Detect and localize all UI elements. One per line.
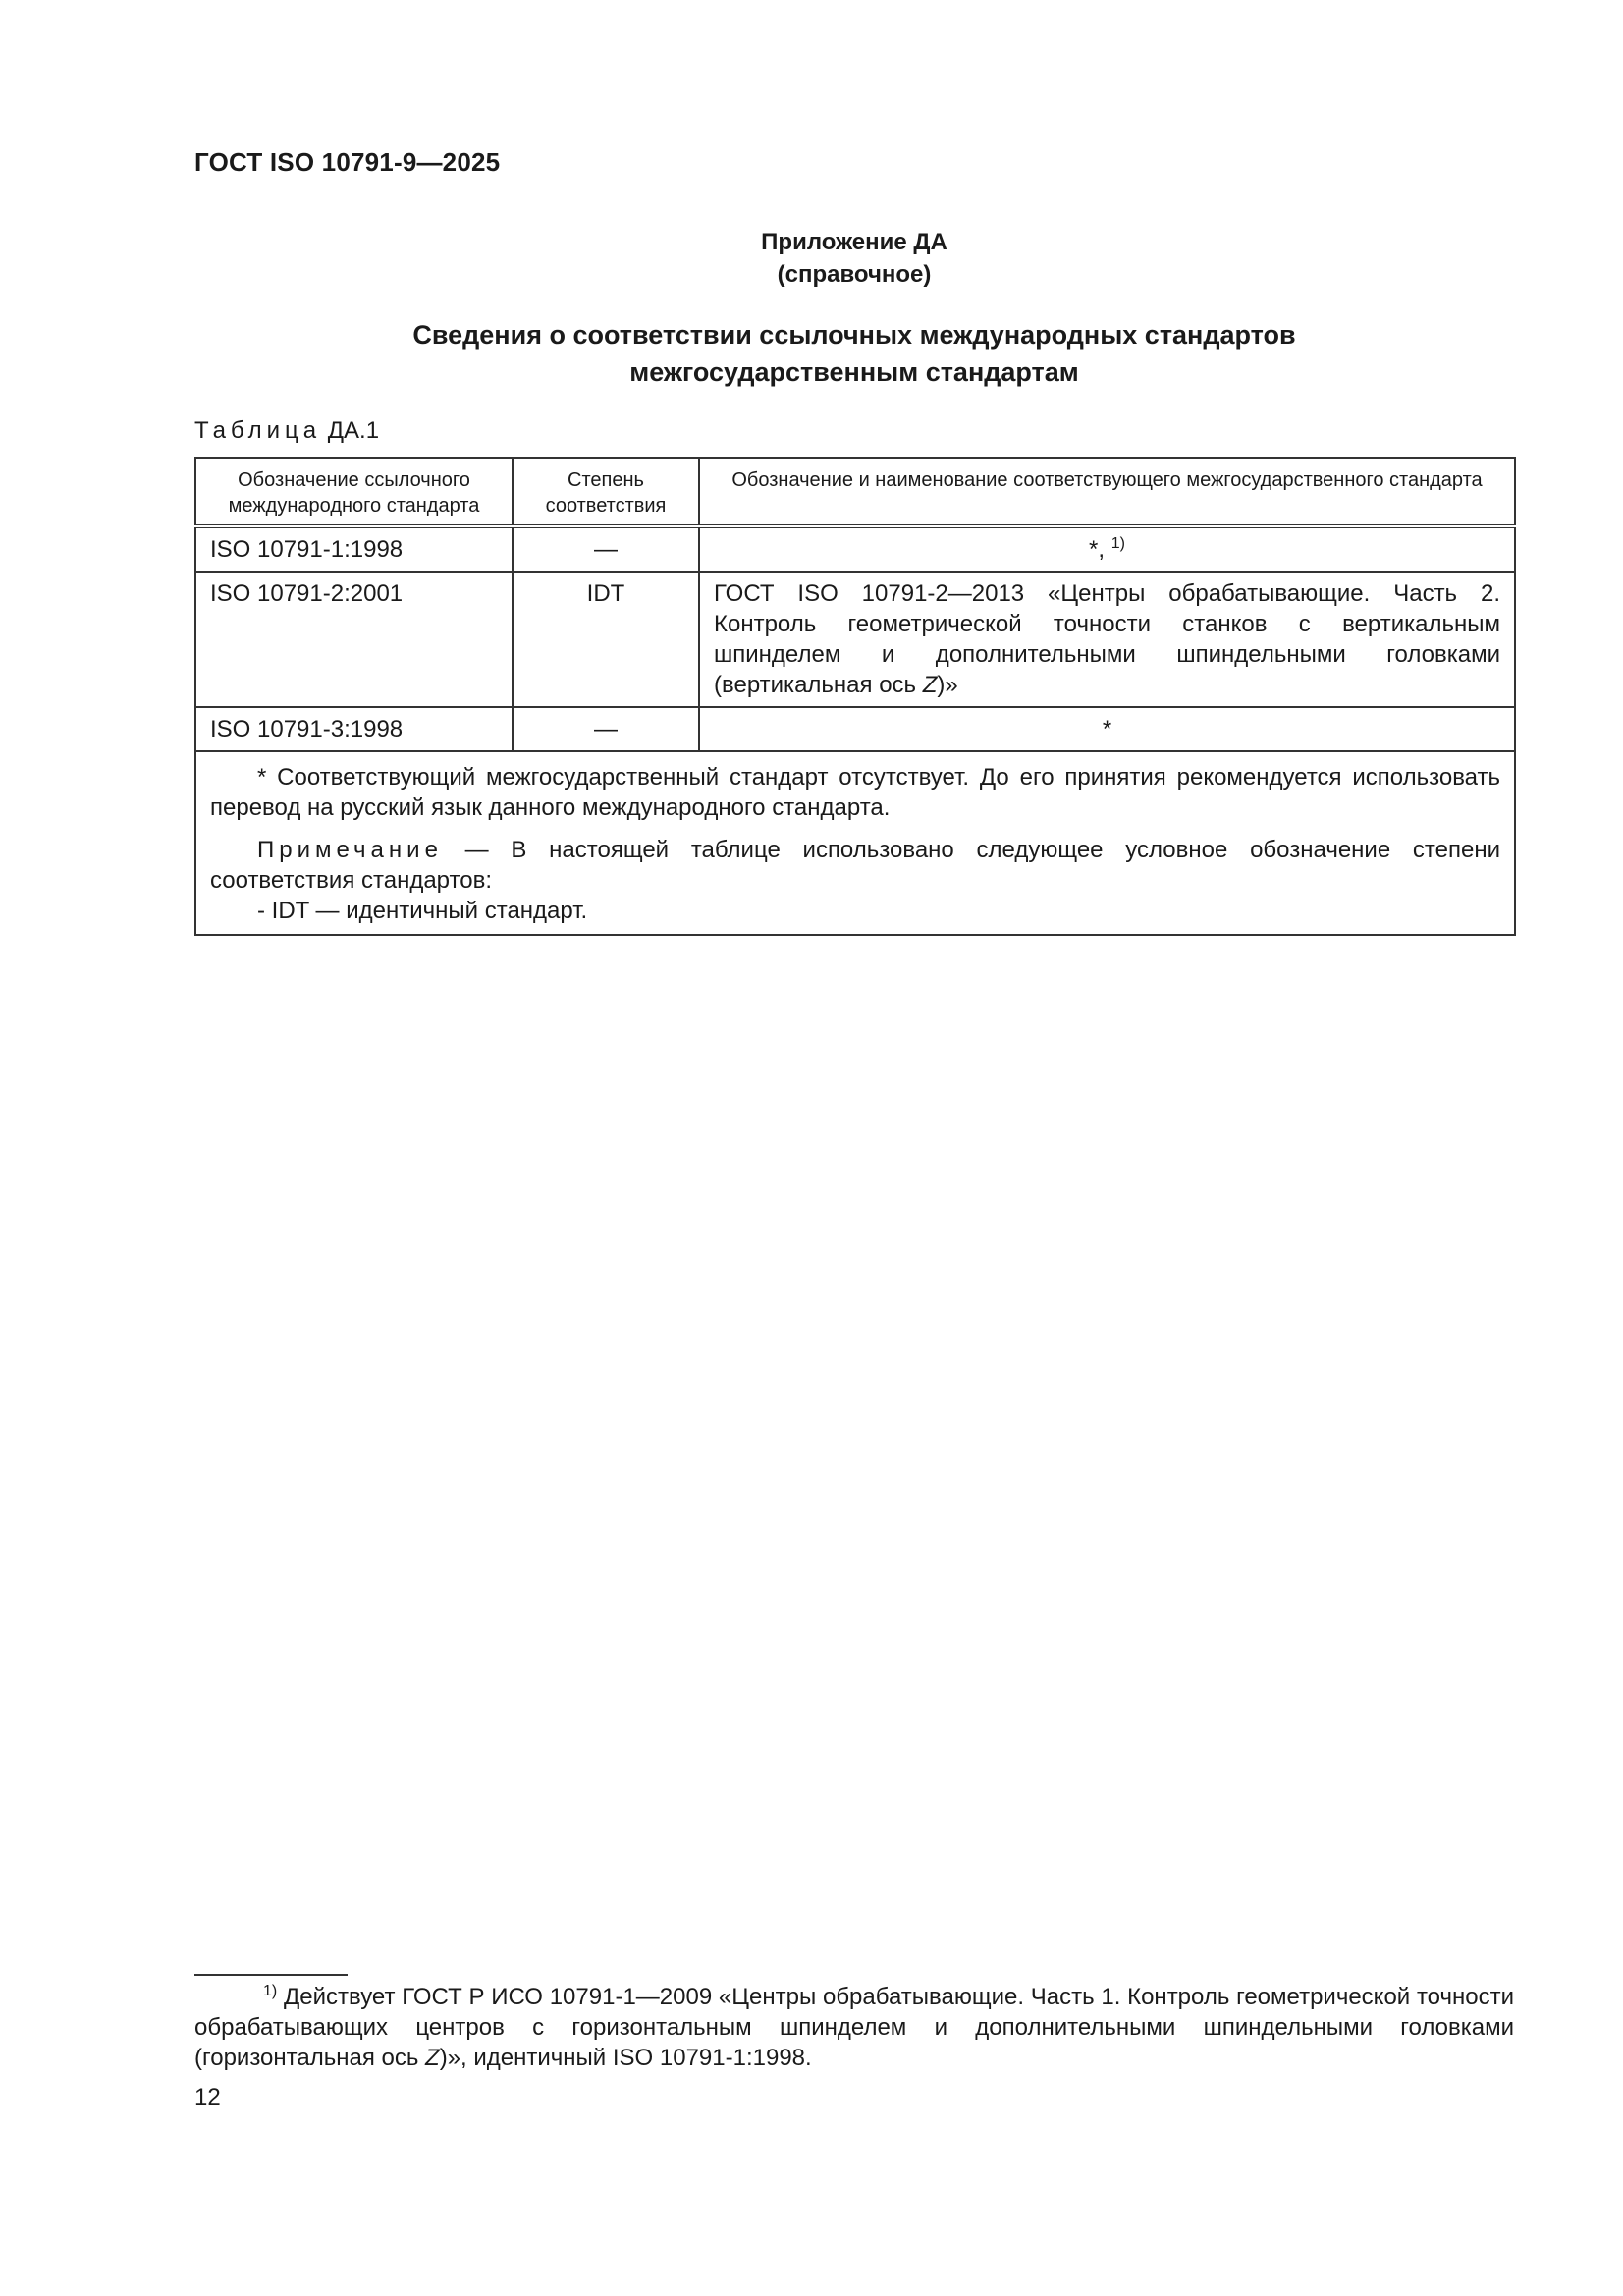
- interstate-title: ГОСТ ISO 10791-2—2013 «Центры обрабатывающие. Часть 2. Контроль геометрической точности станков с вертикальным шпинделем и дополнительными шпиндельными головками (вертикальная ось: [714, 580, 1500, 698]
- table-row: [195, 526, 1515, 572]
- footnote-divider: [194, 1974, 348, 1976]
- cell-interstate: [699, 526, 1515, 572]
- annex-header: [194, 226, 1514, 291]
- star-note: * Соответствующий межгосударственный стандарт отсутствует. До его принятия рекомендуется использовать перевод на русский язык данного международного стандарта.: [210, 764, 1500, 821]
- remark-word: Примечание: [257, 837, 443, 863]
- star-mark: *,: [1089, 536, 1106, 563]
- cell-intl: ISO 10791-3:1998: [195, 707, 513, 751]
- annex-type: (справочное): [777, 261, 932, 288]
- cell-interstate: *: [699, 707, 1515, 751]
- annex-heading-line-1: Сведения о соответствии ссылочных международных стандартов: [412, 320, 1296, 350]
- footnote-ref[interactable]: 1): [1110, 535, 1125, 552]
- remark-item: - IDT — идентичный стандарт.: [257, 898, 588, 924]
- table-notes-row: [195, 751, 1515, 935]
- table-row: [195, 572, 1515, 707]
- footnote-axis-symbol: Z: [425, 2045, 440, 2071]
- footnote-mark: 1): [263, 1983, 278, 1999]
- cell-interstate: [699, 572, 1515, 707]
- remark-text: — В настоящей таблице использовано следующее условное обозначение степени соответствия стандартов:: [210, 837, 1500, 894]
- cell-intl: ISO 10791-2:2001: [195, 572, 513, 707]
- correspondence-table: [194, 457, 1516, 936]
- cell-degree: IDT: [513, 572, 699, 707]
- table-label: [194, 417, 379, 445]
- footnote-text-end: )», идентичный ISO 10791-1:1998.: [439, 2045, 812, 2071]
- document-code: ГОСТ ISO 10791-9—2025: [194, 147, 501, 177]
- annex-heading: [194, 316, 1514, 391]
- table-notes: [195, 751, 1515, 935]
- annex-title: Приложение ДА: [761, 229, 947, 255]
- table-label-word: Таблица: [194, 417, 322, 444]
- header-degree: Степень соответствия: [513, 458, 699, 526]
- page-number: 12: [194, 2084, 221, 2110]
- table-row: [195, 707, 1515, 751]
- interstate-title-end: )»: [937, 672, 958, 698]
- footnote: [194, 1982, 1514, 2073]
- cell-degree: —: [513, 526, 699, 572]
- footnote-text: Действует ГОСТ Р ИСО 10791-1—2009 «Центры обрабатывающие. Часть 1. Контроль геометрической точности обрабатывающих центров с горизонтальным шпинделем и дополнительными шпиндельными головками (горизонтальная ось: [194, 1984, 1514, 2071]
- cell-intl: ISO 10791-1:1998: [195, 526, 513, 572]
- axis-symbol: Z: [922, 672, 938, 698]
- cell-degree: —: [513, 707, 699, 751]
- table-remark: [210, 835, 1500, 896]
- table-header-row: [195, 458, 1515, 526]
- table-label-number: ДА.1: [327, 417, 380, 444]
- annex-heading-line-2: межгосударственным стандартам: [629, 357, 1079, 387]
- header-intl-standard: Обозначение ссылочного международного стандарта: [195, 458, 513, 526]
- header-interstate-standard: Обозначение и наименование соответствующего межгосударственного стандарта: [699, 458, 1515, 526]
